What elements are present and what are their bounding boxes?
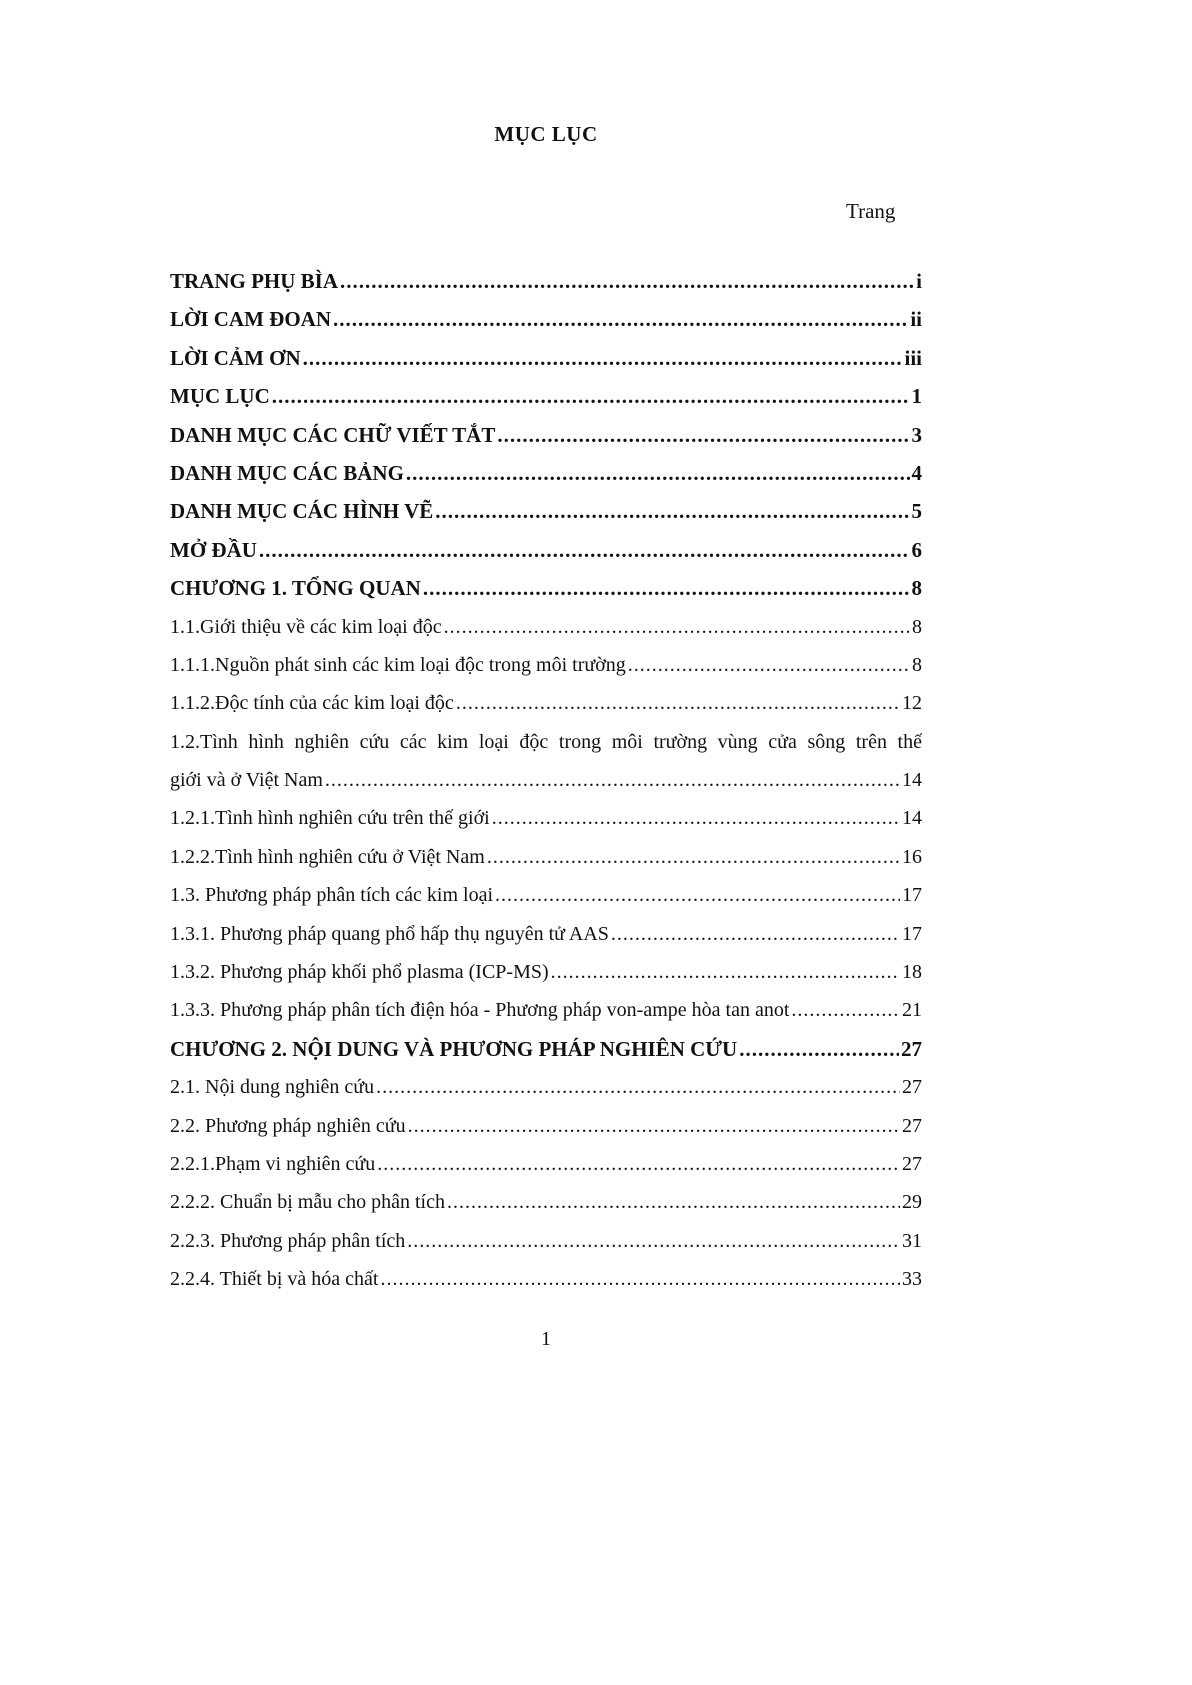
- toc-entry[interactable]: [170, 1030, 922, 1068]
- dot-leader: [628, 646, 910, 684]
- toc-entry-label: giới và ở Việt Nam: [170, 769, 323, 792]
- toc-entry-page: 27: [901, 1036, 922, 1061]
- toc-entry[interactable]: [170, 991, 922, 1029]
- toc-entry-label: 2.2.4. Thiết bị và hóa chất: [170, 1268, 379, 1291]
- toc-entry[interactable]: [170, 608, 922, 646]
- toc-entry-page: 5: [911, 499, 922, 524]
- toc-entry[interactable]: [170, 646, 922, 684]
- dot-leader: [303, 339, 903, 377]
- dot-leader: [272, 377, 910, 415]
- dot-leader: [435, 492, 909, 530]
- toc-entry-page: 6: [911, 537, 922, 562]
- toc-entry-label: 2.2. Phương pháp nghiên cứu: [170, 1114, 406, 1137]
- toc-entry-label: TRANG PHỤ BÌA: [170, 269, 339, 293]
- toc-entry-page: 21: [902, 999, 922, 1022]
- dot-leader: [487, 838, 900, 876]
- toc-entry-page: 33: [902, 1268, 922, 1291]
- toc-entry[interactable]: [170, 799, 922, 837]
- toc-entry-label: DANH MỤC CÁC HÌNH VẼ: [170, 499, 434, 524]
- dot-leader: [791, 991, 900, 1029]
- toc-entry-label: 1.3.3. Phương pháp phân tích điện hóa - Phương pháp von-ampe hòa tan anot: [170, 999, 790, 1022]
- toc-entry-page: 8: [911, 576, 922, 601]
- page-number: 1: [541, 1328, 551, 1350]
- dot-leader: [456, 684, 900, 722]
- toc-entry-label: 1.3. Phương pháp phân tích các kim loại: [170, 884, 494, 907]
- dot-leader: [444, 608, 910, 646]
- dot-leader: [325, 761, 900, 799]
- toc-entry[interactable]: [170, 377, 922, 415]
- toc-entry[interactable]: [170, 1183, 922, 1221]
- toc-entry[interactable]: [170, 761, 922, 799]
- toc-entry[interactable]: [170, 454, 922, 492]
- toc-entry-label: 1.2.2.Tình hình nghiên cứu ở Việt Nam: [170, 845, 485, 868]
- toc-entry[interactable]: [170, 339, 922, 377]
- toc-entry-page: 8: [912, 615, 922, 638]
- toc-entry-label: 1.3.2. Phương pháp khối phổ plasma (ICP-MS): [170, 961, 549, 984]
- toc-entry[interactable]: [170, 1068, 922, 1106]
- dot-leader: [407, 1222, 900, 1260]
- toc-entry-label: CHƯƠNG 2. NỘI DUNG VÀ PHƯƠNG PHÁP NGHIÊN CỨU: [170, 1036, 738, 1061]
- toc-entry-label: 2.2.3. Phương pháp phân tích: [170, 1229, 406, 1252]
- toc-entry-page: 18: [902, 961, 922, 984]
- toc-entry[interactable]: [170, 492, 922, 530]
- toc-entry-label: MỞ ĐẦU: [170, 537, 257, 562]
- toc-entry[interactable]: [170, 262, 922, 300]
- dot-leader: [492, 799, 900, 837]
- toc-entry[interactable]: [170, 953, 922, 991]
- toc-entry[interactable]: [170, 876, 922, 914]
- dot-leader: [447, 1183, 900, 1221]
- toc-entry-page: 4: [911, 460, 922, 485]
- toc-entry-label: DANH MỤC CÁC CHỮ VIẾT TẮT: [170, 422, 496, 447]
- toc-entry[interactable]: [170, 684, 922, 722]
- toc-entry[interactable]: [170, 569, 922, 607]
- dot-leader: [551, 953, 900, 991]
- dot-leader: [340, 262, 914, 300]
- dot-leader: [611, 915, 900, 953]
- toc-entry-label: 1.1.2.Độc tính của các kim loại độc: [170, 692, 454, 715]
- toc-entry-text[interactable]: 1.2.Tình hình nghiên cứu các kim loại độc trong môi trường vùng cửa sông trên thế: [170, 730, 922, 753]
- toc-entry[interactable]: [170, 531, 922, 569]
- toc-entry-label: 1.2.1.Tình hình nghiên cứu trên thế giới: [170, 807, 490, 830]
- toc-entry-label: LỜI CAM ĐOAN: [170, 307, 331, 332]
- toc-entry-page: 14: [902, 807, 922, 830]
- toc-entry[interactable]: [170, 1107, 922, 1145]
- toc-entry-page: 27: [902, 1076, 922, 1099]
- table-of-contents: [170, 262, 922, 1299]
- toc-entry-label: 2.2.1.Phạm vi nghiên cứu: [170, 1152, 376, 1175]
- toc-entry-page: ii: [910, 307, 922, 332]
- toc-entry-label: MỤC LỤC: [170, 384, 270, 409]
- toc-entry-page: 16: [902, 845, 922, 868]
- toc-entry-page: 31: [902, 1229, 922, 1252]
- dot-leader: [497, 416, 909, 454]
- toc-entry[interactable]: [170, 838, 922, 876]
- toc-entry-label: DANH MỤC CÁC BẢNG: [170, 460, 404, 485]
- dot-leader: [333, 300, 908, 338]
- toc-entry-page: i: [916, 269, 922, 293]
- toc-entry-label: 1.3.1. Phương pháp quang phổ hấp thụ nguyên tử AAS: [170, 922, 609, 945]
- dot-leader: [377, 1145, 900, 1183]
- dot-leader: [376, 1068, 900, 1106]
- toc-entry-page: 17: [902, 922, 922, 945]
- toc-entry-label: 1.1.Giới thiệu về các kim loại độc: [170, 615, 442, 638]
- toc-entry-label: LỜI CẢM ƠN: [170, 345, 301, 370]
- dot-leader: [380, 1260, 900, 1298]
- dot-leader: [423, 569, 910, 607]
- toc-entry[interactable]: [170, 1260, 922, 1298]
- toc-entry-page: 27: [902, 1152, 922, 1175]
- toc-entry-label: 2.1. Nội dung nghiên cứu: [170, 1076, 375, 1099]
- dot-leader: [406, 454, 910, 492]
- dot-leader: [259, 531, 910, 569]
- toc-entry-page: 8: [912, 653, 922, 676]
- dot-leader: [495, 876, 900, 914]
- toc-entry-page: 14: [902, 769, 922, 792]
- toc-entry-page: 29: [902, 1191, 922, 1214]
- toc-entry-label: 1.1.1.Nguồn phát sinh các kim loại độc trong môi trường: [170, 653, 626, 676]
- toc-entry[interactable]: [170, 416, 922, 454]
- toc-entry[interactable]: [170, 1145, 922, 1183]
- dot-leader: [408, 1107, 900, 1145]
- toc-entry[interactable]: [170, 300, 922, 338]
- toc-entry-page: iii: [904, 345, 922, 370]
- toc-entry-page: 1: [911, 384, 922, 409]
- toc-entry[interactable]: [170, 1222, 922, 1260]
- dot-leader: [739, 1030, 899, 1068]
- toc-entry-page: 12: [902, 692, 922, 715]
- toc-entry-page: 27: [902, 1114, 922, 1137]
- toc-entry[interactable]: [170, 915, 922, 953]
- toc-entry-page: 17: [902, 884, 922, 907]
- page-title: MỤC LỤC: [494, 122, 598, 146]
- toc-entry-page: 3: [911, 422, 922, 447]
- toc-entry-label: 2.2.2. Chuẩn bị mẫu cho phân tích: [170, 1191, 445, 1214]
- toc-entry-label: CHƯƠNG 1. TỔNG QUAN: [170, 576, 421, 601]
- page-column-label: Trang: [846, 199, 896, 223]
